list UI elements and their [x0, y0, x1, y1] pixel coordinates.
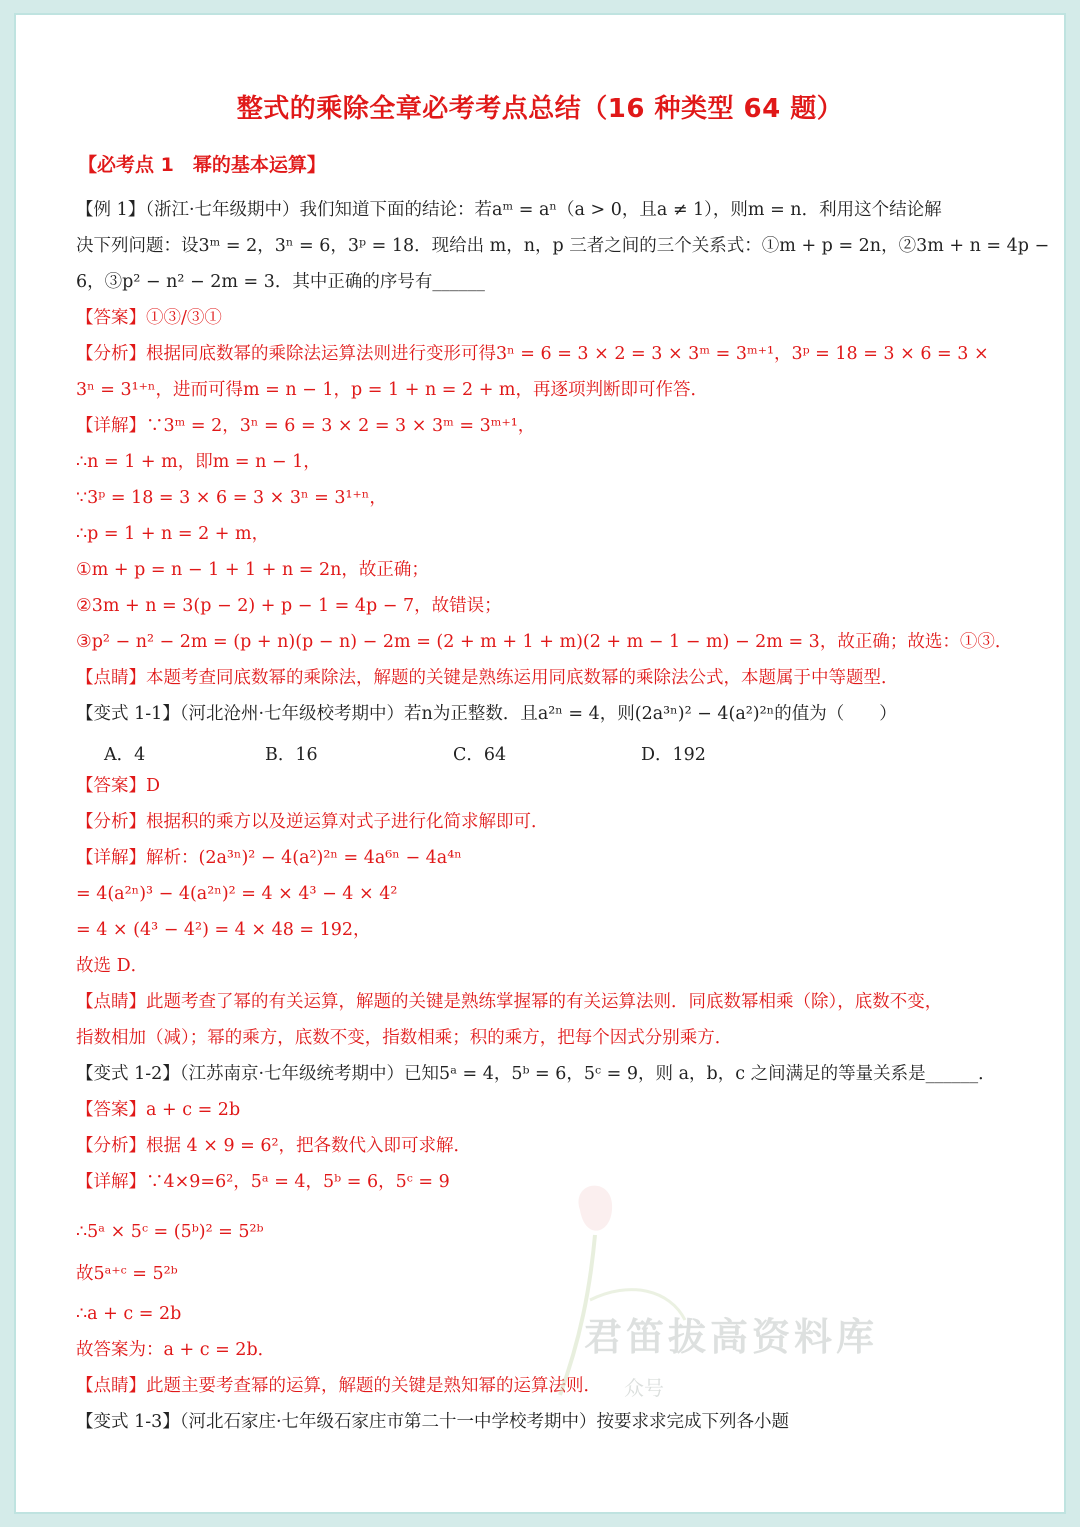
text-line: ∴p = 1 + n = 2 + m， [76, 524, 270, 544]
text-line: 【变式 1-2】（江苏南京·七年级统考期中）已知5ᵃ = 4，5ᵇ = 6，5ᶜ = 9，则 a，b，c 之间满足的等量关系是______． [76, 1064, 996, 1084]
text-line: ③p² − n² − 2m = (p + n)(p − n) − 2m = (2 + m + 1 + m)(2 + m − 1 − m) − 2m = 3，故正确；故选：①③． [76, 632, 1013, 652]
option-b: B．16 [265, 745, 318, 765]
text-line: ∴a + c = 2b [76, 1304, 182, 1324]
text-line: 【详解】∵4×9=6²，5ᵃ = 4，5ᵇ = 6，5ᶜ = 9 [76, 1172, 450, 1192]
text-line: ①m + p = n − 1 + 1 + n = 2n，故正确； [76, 560, 429, 580]
text-line: 【分析】根据 4 × 9 = 6²，把各数代入即可求解． [76, 1136, 472, 1156]
option-d: D．192 [641, 745, 706, 765]
text-line: 【答案】a + c = 2b [76, 1100, 241, 1120]
watermark-text: 君笛拔高资料库 [584, 1315, 879, 1359]
text-line: 【点睛】本题考查同底数幂的乘除法，解题的关键是熟练运用同底数幂的乘除法公式，本题属于中等题型． [76, 668, 899, 688]
text-line: 故选 D． [76, 956, 149, 976]
text-line: 决下列问题：设3ᵐ = 2，3ⁿ = 6，3ᵖ = 18．现给出 m，n，p 三者之间的三个关系式：①m + p = 2n，②3m + n = 4p − [76, 236, 1050, 256]
text-line: = 4(a²ⁿ)³ − 4(a²ⁿ)² = 4 × 4³ − 4 × 4² [76, 884, 398, 904]
option-c: C．64 [453, 745, 507, 765]
text-line: 【变式 1-1】（河北沧州·七年级校考期中）若n为正整数．且a²ⁿ = 4，则(2a³ⁿ)² − 4(a²)²ⁿ的值为（ ） [76, 704, 897, 724]
text-line: 故5ᵃ⁺ᶜ = 5²ᵇ [76, 1264, 178, 1284]
text-line: ②3m + n = 3(p − 2) + p − 1 = 4p − 7，故错误； [76, 596, 502, 616]
text-line: 3ⁿ = 3¹⁺ⁿ，进而可得m = n − 1，p = 1 + n = 2 + m，再逐项判断即可作答． [76, 380, 709, 400]
text-line: 故答案为：a + c = 2b． [76, 1340, 276, 1360]
text-line: 【答案】D [76, 776, 161, 796]
text-line: 【详解】解析：(2a³ⁿ)² − 4(a²)²ⁿ = 4a⁶ⁿ − 4a⁴ⁿ [76, 848, 462, 868]
text-line: ∵3ᵖ = 18 = 3 × 6 = 3 × 3ⁿ = 3¹⁺ⁿ， [76, 488, 387, 508]
document-title: 整式的乘除全章必考考点总结（16 种类型 64 题） [236, 94, 844, 124]
text-line: = 4 × (4³ − 4²) = 4 × 48 = 192， [76, 920, 371, 940]
text-line: 【分析】根据积的乘方以及逆运算对式子进行化简求解即可． [76, 812, 549, 832]
text-line: 指数相加（减）；幂的乘方，底数不变，指数相乘；积的乘方，把每个因式分别乘方． [76, 1028, 733, 1048]
text-line: 【答案】①③/③① [76, 308, 222, 328]
section-heading: 【必考点 1 幂的基本运算】 [78, 154, 326, 176]
text-line: 【变式 1-3】（河北石家庄·七年级石家庄市第二十一中学校考期中）按要求求完成下列各小题 [76, 1412, 790, 1432]
text-line: 【例 1】（浙江·七年级期中）我们知道下面的结论：若aᵐ = aⁿ（a > 0，且a ≠ 1），则m = n．利用这个结论解 [76, 200, 942, 220]
text-line: ∴5ᵃ × 5ᶜ = (5ᵇ)² = 5²ᵇ [76, 1222, 264, 1242]
option-a: A．4 [104, 745, 146, 765]
text-line: ∴n = 1 + m，即m = n − 1， [76, 452, 321, 472]
watermark-subtext: 众号 [624, 1376, 664, 1400]
text-line: 【点睛】此题主要考查幂的运算，解题的关键是熟知幂的运算法则． [76, 1376, 601, 1396]
tulip-watermark-icon [520, 1170, 690, 1400]
text-line: 6，③p² − n² − 2m = 3．其中正确的序号有______ [76, 272, 485, 292]
text-line: 【点睛】此题考查了幂的有关运算，解题的关键是熟练掌握幂的有关运算法则．同底数幂相乘（除），底数不变， [76, 992, 943, 1012]
text-line: 【详解】∵3ᵐ = 2，3ⁿ = 6 = 3 × 2 = 3 × 3ᵐ = 3ᵐ⁺¹， [76, 416, 536, 436]
text-line: 【分析】根据同底数幂的乘除法运算法则进行变形可得3ⁿ = 6 = 3 × 2 = 3 × 3ᵐ = 3ᵐ⁺¹，3ᵖ = 18 = 3 × 6 = 3 × [76, 344, 989, 364]
